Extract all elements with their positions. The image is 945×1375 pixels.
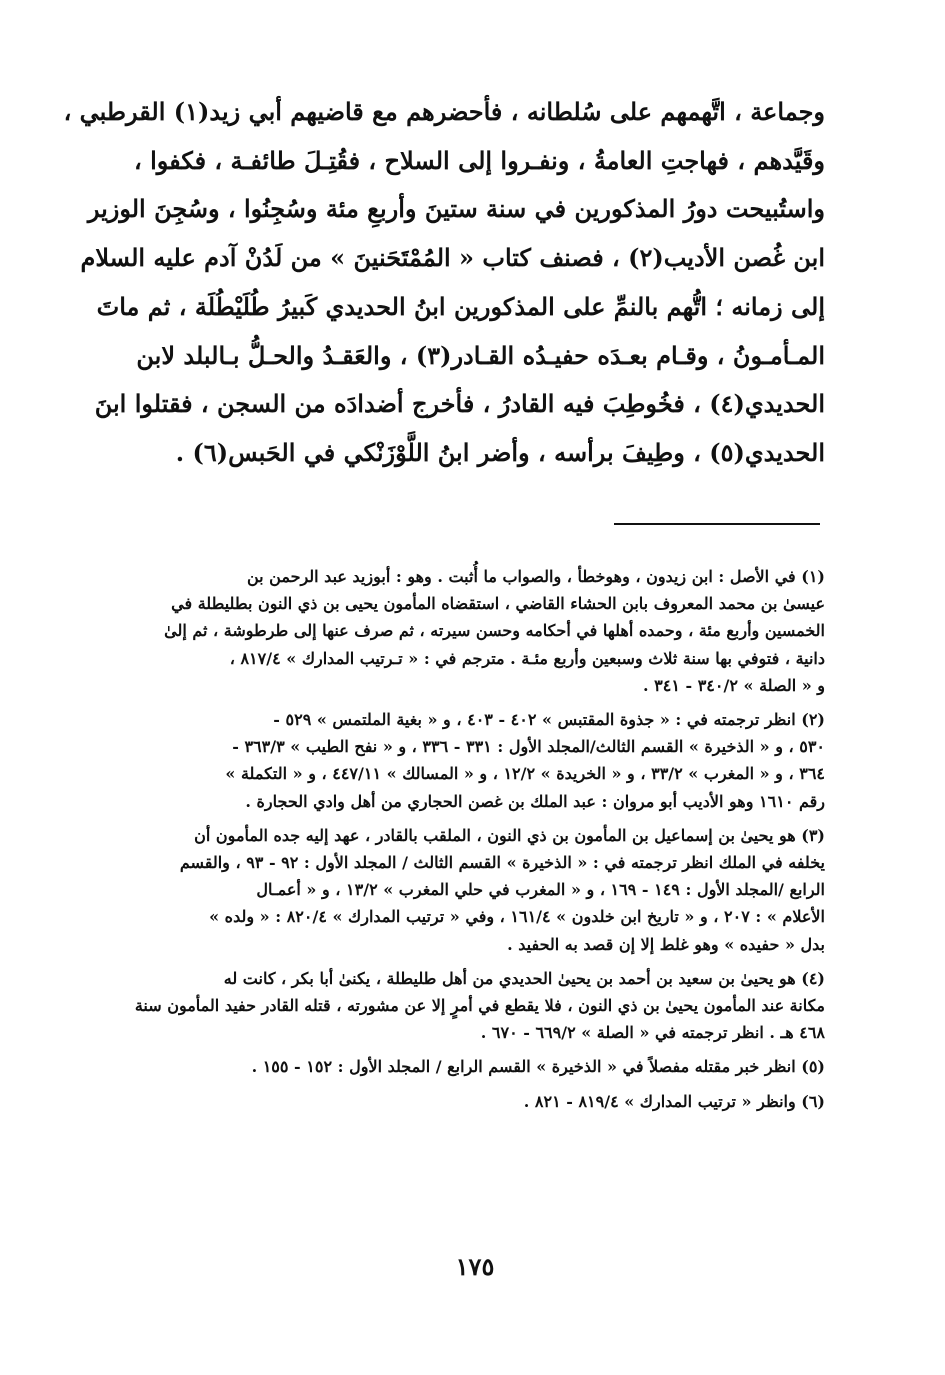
main-text-line: وجماعة ، اتَّهمهم على سُلطانه ، فأحضرهم مع قاضيهم أبي زيد(١) القرطبي ،	[63, 97, 825, 126]
main-text-line: المـأمـونُ ، وقـام بعـدَه حفيـدُه القـادر(٣) ، والعَقـدُ والحـلُّ بـالبلد لابن	[136, 340, 825, 370]
footnote-line: عيسىٰ بن محمد المعروف بابن الحشاء القاضي ، استقضاه المأمون يحيى بن ذي النون بطليطلة في	[171, 594, 825, 614]
main-text-line: الحديدي(٤) ، فخُوطِبَ فيه القادرُ ، فأخرج أضدادَه من السجن ، فقتلوا ابنَ	[94, 389, 825, 419]
footnote-5	[150, 1053, 825, 1080]
main-text-line: وقَيَّدهم ، فهاجتِ العامةُ ، ونفـروا إلى السلاح ، فقُتِـلَ طائفـة ، فكفوا ،	[134, 145, 825, 175]
footnote-3	[150, 822, 825, 958]
footnote-line: الأعلام » : ٢٠٧ ، و « تاريخ ابن خلدون » ١٦١/٤ ، وفي « ترتيب المدارك » ٨٢٠/٤ : « ولده »	[209, 907, 825, 927]
footnote-line: (٤) هو يحيىٰ بن سعيد بن أحمد بن يحيىٰ الحديدي من أهل طليطلة ، يكنىٰ أبا بكر ، كانت له	[223, 968, 825, 988]
footnote-line: ٣٦٤ ، و « المغرب » ٣٣/٢ ، و « الخريدة » ١٢/٢ ، و « المسالك » ٤٤٧/١١ ، و « التكملة »	[225, 764, 825, 784]
footnote-line: (٢) انظر ترجمته في : « جذوة المقتبس » ٤٠٢ - ٤٠٣ ، و « بغية الملتمس » ٥٢٩ -	[273, 710, 825, 730]
footnote-line: (٥) انظر خبر مقتله مفصلاً في « الذخيرة » القسم الرابع / المجلد الأول : ١٥٢ - ١٥٥ .	[251, 1057, 825, 1077]
footnote-separator	[614, 523, 820, 525]
footnote-line: الخمسين وأربع مئة ، وحمده أهلها في أحكامه وحسن سيرته ، ثم صرف عنها إلى طرطوشة ، ثم إلىٰ	[164, 621, 825, 641]
footnote-line: و « الصلة » ٣٤٠/٢ - ٣٤١ .	[643, 675, 825, 695]
footnote-line: (٦) وانظر « ترتيب المدارك » ٨١٩/٤ - ٨٢١ .	[523, 1091, 825, 1111]
footnote-line: دانية ، فتوفي بها سنة ثلاث وسبعين وأربع مئـة . مترجم في : « تـرتيب المدارك » ٨١٧/٤ ،	[229, 648, 825, 668]
footnote-line: رقم ١٦١٠ وهو الأديب أبو مروان : عبد الملك بن غصن الحجاري من أهل وادي الحجارة .	[245, 791, 825, 811]
page-number: ١٧٥	[455, 1252, 495, 1281]
main-text-block	[63, 88, 825, 478]
footnote-1	[150, 563, 825, 699]
footnote-line: ٤٦٨ هـ . انظر ترجمته في « الصلة » ٦٦٩/٢ - ٦٧٠ .	[480, 1023, 825, 1043]
footnote-line: (١) في الأصل : ابن زيدون ، وهوخطأ ، والصواب ما أُثبت . وهو : أبوزيد عبد الرحمن بن	[246, 567, 825, 586]
footnote-4	[134, 965, 825, 1047]
footnotes-section	[134, 563, 825, 1122]
footnote-line: الرابع /المجلد الأول : ١٤٩ - ١٦٩ ، و « المغرب في حلي المغرب » ١٣/٢ ، و « أعمـال	[256, 880, 825, 900]
footnote-line: (٣) هو يحيىٰ بن إسماعيل بن المأمون بن ذي النون ، الملقب بالقادر ، عهد إليه جده المأمون أن	[194, 825, 825, 845]
footnote-6	[150, 1088, 825, 1115]
footnote-line: مكانة عند المأمون يحيىٰ بن ذي النون ، فلا يقطع في أمرٍ إلا عن مشورته ، قتله القادر حفيد المأمون سنة	[134, 996, 825, 1016]
main-text-line: إلى زمانه ؛ اتُّهم بالنمِّ على المذكورين ابنُ الحديدي كَبيرُ طُلَيْطُلَة ، ثم ماتَ	[96, 291, 825, 321]
footnote-line: يخلفه في الملك انظر ترجمته في : « الذخيرة » القسم الثالث / المجلد الأول : ٩٢ - ٩٣ ، والقسم	[179, 853, 825, 873]
footnote-line: بدل « حفيده » وهو غلط إلا إن قصد به الحفيد .	[507, 934, 825, 954]
main-text-line: الحديدي(٥) ، وطِيفَ برأسه ، وأضر ابنُ اللَّوْزَنْكي في الحَبس(٦) .	[175, 437, 825, 467]
main-text-line: ابن غُصن الأديب(٢) ، فصنف كتاب « المُمْتَحَنينَ » من لَدُنْ آدم عليه السلام	[80, 243, 825, 273]
footnote-2	[150, 706, 825, 815]
footnote-line: ٥٣٠ ، و « الذخيرة » القسم الثالث/المجلد الأول : ٣٣١ - ٣٣٦ ، و « نفح الطيب » ٣٦٣/٣ -	[232, 737, 825, 757]
main-text-line: واستُبيحت دورُ المذكورين في سنة ستينَ وأربعِ مئة وسُجِنُوا ، وسُجِنَ الوزير	[87, 194, 825, 224]
